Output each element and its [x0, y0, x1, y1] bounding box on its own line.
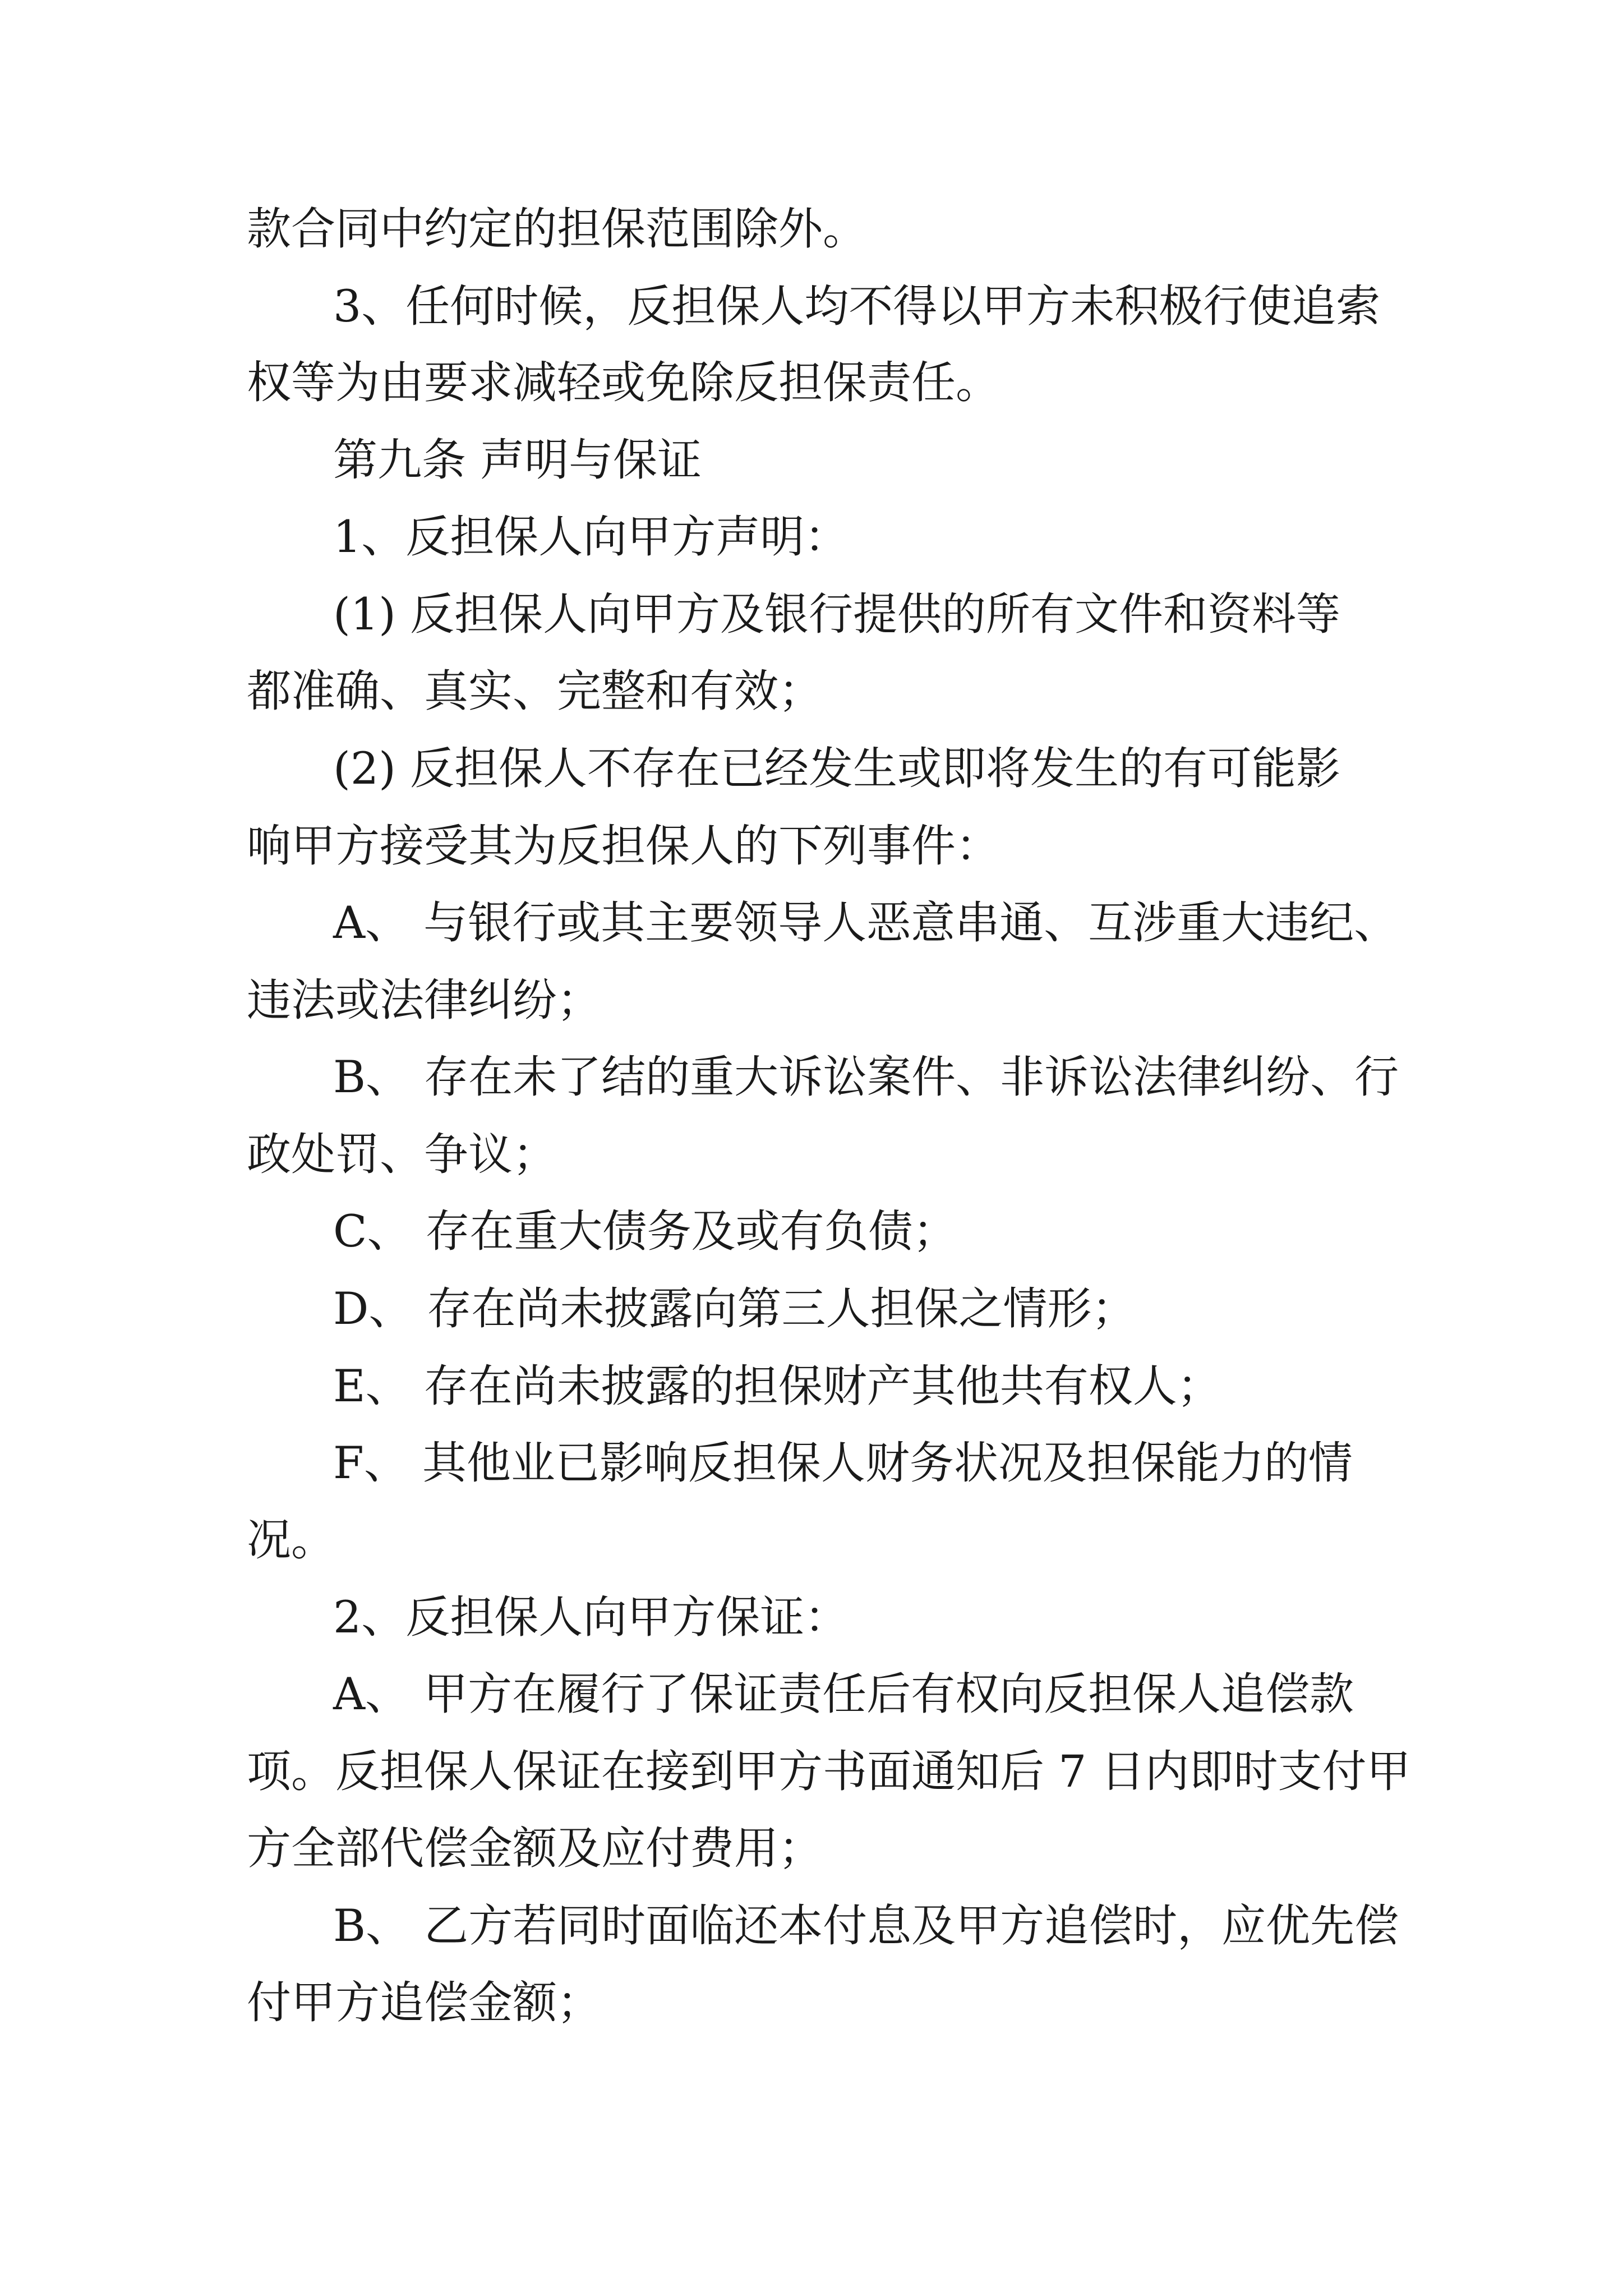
body-line: 政处罚、争议； [247, 1129, 557, 1180]
body-line: 都准确、真实、完整和有效； [247, 665, 823, 717]
body-line: 况。 [247, 1514, 335, 1566]
body-line: 权等为由要求减轻或免除反担保责任。 [247, 357, 1000, 408]
list-item-line: B、 乙方若同时面临还本付息及甲方追偿时，应优先偿 [333, 1900, 1399, 1952]
body-line: (1) 反担保人向甲方及银行提供的所有文件和资料等 [333, 588, 1341, 640]
body-line: 方全部代偿金额及应付费用； [247, 1823, 823, 1874]
list-item-line: A、 与银行或其主要领导人恶意串通、互涉重大违纪、 [333, 897, 1399, 949]
body-line: 响甲方接受其为反担保人的下列事件： [247, 820, 1000, 872]
body-line: 1、反担保人向甲方声明： [333, 511, 849, 563]
body-line: 2、反担保人向甲方保证： [333, 1591, 849, 1643]
body-line: 3、任何时候，反担保人均不得以甲方未积极行使追索 [333, 280, 1381, 332]
list-item-line: D、 存在尚未披露向第三人担保之情形； [333, 1283, 1136, 1335]
section-heading: 第九条 声明与保证 [333, 434, 702, 486]
list-item-line: A、 甲方在履行了保证责任后有权向反担保人追偿款 [333, 1668, 1354, 1720]
body-line: (2) 反担保人不存在已经发生或即将发生的有可能影 [333, 743, 1341, 794]
list-item-line: B、 存在未了结的重大诉讼案件、非诉讼法律纠纷、行 [333, 1051, 1399, 1103]
list-item-line: F、 其他业已影响反担保人财务状况及担保能力的情 [333, 1437, 1353, 1489]
list-item-line: C、 存在重大债务及或有负债； [333, 1205, 957, 1257]
body-line: 违法或法律纠纷； [247, 974, 601, 1026]
list-item-line: E、 存在尚未披露的担保财产其他共有权人； [333, 1360, 1221, 1412]
body-line: 项。反担保人保证在接到甲方书面通知后 7 日内即时支付甲 [247, 1746, 1411, 1797]
body-line: 款合同中约定的担保范围除外。 [247, 203, 867, 255]
body-line: 付甲方追偿金额； [247, 1977, 601, 2028]
